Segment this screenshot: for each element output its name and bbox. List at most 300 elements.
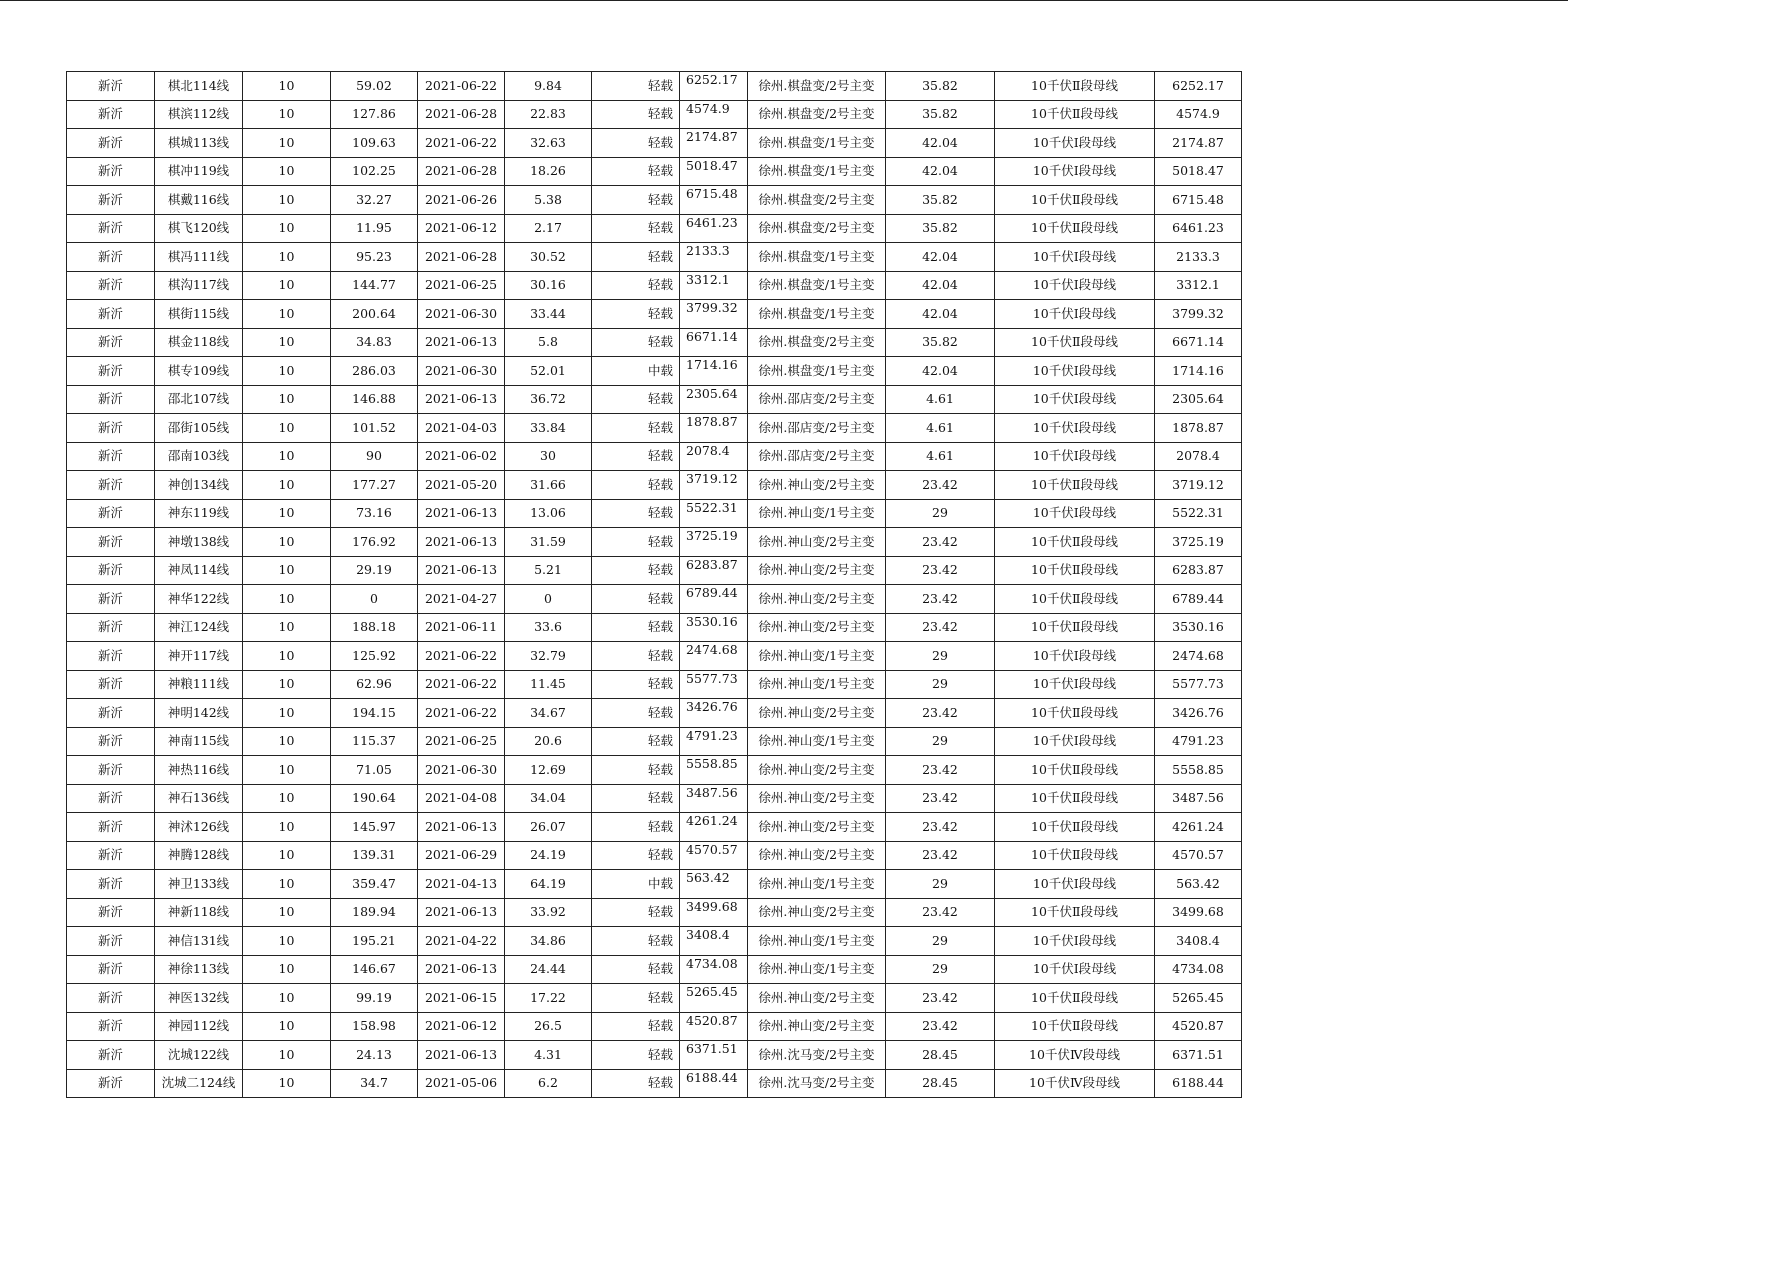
- table-row: [67, 585, 1242, 614]
- date-cell: 2021-06-13: [418, 385, 505, 414]
- voltage-cell: 10: [243, 1041, 331, 1070]
- load-status-cell: 轻载: [592, 385, 680, 414]
- district-cell: 新沂: [67, 898, 155, 927]
- transformer-label: 徐州.神山变/2号主变: [758, 847, 875, 863]
- transformer-load-cell: 23.42: [886, 556, 995, 585]
- transformer-load-cell: 42.04: [886, 357, 995, 386]
- remaining-capacity-cell: 6371.51: [1155, 1041, 1242, 1070]
- current-cell: 359.47: [331, 870, 418, 899]
- transformer-cell: [748, 471, 886, 500]
- current-cell: 90: [331, 442, 418, 471]
- load-status-cell: 轻载: [592, 243, 680, 272]
- transformer-cell: [748, 186, 886, 215]
- feeder-name-cell: 棋北114线: [155, 72, 243, 101]
- feeder-name-cell: 神石136线: [155, 784, 243, 813]
- load-rate-cell: 2.17: [505, 214, 592, 243]
- feeder-name-cell: 神沭126线: [155, 813, 243, 842]
- available-capacity-cell: 2133.3: [680, 243, 748, 272]
- remaining-capacity-cell: 3725.19: [1155, 528, 1242, 557]
- current-cell: 144.77: [331, 271, 418, 300]
- remaining-capacity-cell: 4261.24: [1155, 813, 1242, 842]
- transformer-load-cell: 42.04: [886, 271, 995, 300]
- district-cell: 新沂: [67, 471, 155, 500]
- load-rate-cell: 32.63: [505, 129, 592, 158]
- load-rate-cell: 31.66: [505, 471, 592, 500]
- voltage-cell: 10: [243, 328, 331, 357]
- transformer-cell: [748, 214, 886, 243]
- transformer-cell: [748, 72, 886, 101]
- transformer-load-cell: 42.04: [886, 157, 995, 186]
- table-row: [67, 699, 1242, 728]
- current-cell: 59.02: [331, 72, 418, 101]
- busbar-cell: 10千伏Ⅰ段母线: [995, 670, 1155, 699]
- transformer-cell: [748, 585, 886, 614]
- load-status-cell: 轻载: [592, 813, 680, 842]
- remaining-capacity-cell: 3487.56: [1155, 784, 1242, 813]
- date-cell: 2021-06-13: [418, 556, 505, 585]
- current-cell: 176.92: [331, 528, 418, 557]
- transformer-cell: [748, 385, 886, 414]
- current-cell: 188.18: [331, 613, 418, 642]
- date-cell: 2021-04-22: [418, 927, 505, 956]
- transformer-load-cell: 4.61: [886, 414, 995, 443]
- load-status-cell: 中载: [592, 357, 680, 386]
- transformer-cell: [748, 613, 886, 642]
- busbar-cell: 10千伏Ⅰ段母线: [995, 243, 1155, 272]
- remaining-capacity-cell: 3426.76: [1155, 699, 1242, 728]
- transformer-cell: [748, 357, 886, 386]
- district-cell: 新沂: [67, 984, 155, 1013]
- transformer-label: 徐州.棋盘变/1号主变: [758, 362, 875, 378]
- remaining-capacity-cell: 6715.48: [1155, 186, 1242, 215]
- date-cell: 2021-05-06: [418, 1069, 505, 1098]
- load-rate-cell: 34.86: [505, 927, 592, 956]
- load-status-cell: 轻载: [592, 699, 680, 728]
- feeder-name-cell: 神腾128线: [155, 841, 243, 870]
- available-capacity-cell: 4574.9: [680, 100, 748, 129]
- transformer-load-cell: 23.42: [886, 984, 995, 1013]
- voltage-cell: 10: [243, 243, 331, 272]
- load-status-cell: 轻载: [592, 955, 680, 984]
- table-row: [67, 1041, 1242, 1070]
- busbar-cell: 10千伏Ⅱ段母线: [995, 585, 1155, 614]
- available-capacity-cell: 6283.87: [680, 556, 748, 585]
- voltage-cell: 10: [243, 870, 331, 899]
- load-status-cell: 中载: [592, 870, 680, 899]
- feeder-name-cell: 神江124线: [155, 613, 243, 642]
- current-cell: 101.52: [331, 414, 418, 443]
- remaining-capacity-cell: 3799.32: [1155, 300, 1242, 329]
- load-rate-cell: 52.01: [505, 357, 592, 386]
- load-rate-cell: 33.44: [505, 300, 592, 329]
- transformer-load-cell: 35.82: [886, 72, 995, 101]
- load-rate-cell: 24.19: [505, 841, 592, 870]
- load-rate-cell: 5.38: [505, 186, 592, 215]
- current-cell: 286.03: [331, 357, 418, 386]
- table-row: [67, 157, 1242, 186]
- table-row: [67, 129, 1242, 158]
- voltage-cell: 10: [243, 984, 331, 1013]
- available-capacity-cell: 3408.4: [680, 927, 748, 956]
- load-rate-cell: 26.5: [505, 1012, 592, 1041]
- busbar-cell: 10千伏Ⅰ段母线: [995, 442, 1155, 471]
- table-row: [67, 927, 1242, 956]
- feeder-name-cell: 棋飞120线: [155, 214, 243, 243]
- transformer-load-cell: 23.42: [886, 471, 995, 500]
- transformer-label: 徐州.神山变/2号主变: [758, 1018, 875, 1034]
- current-cell: 190.64: [331, 784, 418, 813]
- busbar-cell: 10千伏Ⅰ段母线: [995, 870, 1155, 899]
- transformer-cell: [748, 642, 886, 671]
- district-cell: 新沂: [67, 1012, 155, 1041]
- date-cell: 2021-05-20: [418, 471, 505, 500]
- voltage-cell: 10: [243, 955, 331, 984]
- current-cell: 102.25: [331, 157, 418, 186]
- available-capacity-cell: 5265.45: [680, 984, 748, 1013]
- table-row: [67, 414, 1242, 443]
- voltage-cell: 10: [243, 898, 331, 927]
- district-cell: 新沂: [67, 613, 155, 642]
- transformer-cell: [748, 1012, 886, 1041]
- remaining-capacity-cell: 5265.45: [1155, 984, 1242, 1013]
- load-status-cell: 轻载: [592, 1041, 680, 1070]
- busbar-cell: 10千伏Ⅰ段母线: [995, 357, 1155, 386]
- busbar-cell: 10千伏Ⅱ段母线: [995, 813, 1155, 842]
- date-cell: 2021-06-13: [418, 955, 505, 984]
- current-cell: 200.64: [331, 300, 418, 329]
- current-cell: 125.92: [331, 642, 418, 671]
- transformer-cell: [748, 727, 886, 756]
- table-row: [67, 670, 1242, 699]
- transformer-load-cell: 23.42: [886, 841, 995, 870]
- voltage-cell: 10: [243, 157, 331, 186]
- current-cell: 115.37: [331, 727, 418, 756]
- remaining-capacity-cell: 1878.87: [1155, 414, 1242, 443]
- date-cell: 2021-06-12: [418, 214, 505, 243]
- remaining-capacity-cell: 4574.9: [1155, 100, 1242, 129]
- transformer-cell: [748, 898, 886, 927]
- remaining-capacity-cell: 5018.47: [1155, 157, 1242, 186]
- busbar-cell: 10千伏Ⅰ段母线: [995, 955, 1155, 984]
- current-cell: 99.19: [331, 984, 418, 1013]
- transformer-load-cell: 29: [886, 870, 995, 899]
- current-cell: 146.67: [331, 955, 418, 984]
- current-cell: 195.21: [331, 927, 418, 956]
- transformer-label: 徐州.神山变/2号主变: [758, 904, 875, 920]
- current-cell: 189.94: [331, 898, 418, 927]
- transformer-load-cell: 23.42: [886, 699, 995, 728]
- feeder-name-cell: 神凤114线: [155, 556, 243, 585]
- date-cell: 2021-06-15: [418, 984, 505, 1013]
- busbar-cell: 10千伏Ⅱ段母线: [995, 699, 1155, 728]
- available-capacity-cell: 5577.73: [680, 670, 748, 699]
- date-cell: 2021-06-11: [418, 613, 505, 642]
- date-cell: 2021-06-30: [418, 357, 505, 386]
- district-cell: 新沂: [67, 784, 155, 813]
- load-rate-cell: 64.19: [505, 870, 592, 899]
- voltage-cell: 10: [243, 414, 331, 443]
- district-cell: 新沂: [67, 556, 155, 585]
- feeder-name-cell: 棋戴116线: [155, 186, 243, 215]
- load-status-cell: 轻载: [592, 727, 680, 756]
- load-status-cell: 轻载: [592, 1012, 680, 1041]
- feeder-name-cell: 神东119线: [155, 499, 243, 528]
- available-capacity-cell: 6188.44: [680, 1069, 748, 1098]
- table-row: [67, 1012, 1242, 1041]
- available-capacity-cell: 3719.12: [680, 471, 748, 500]
- remaining-capacity-cell: 2174.87: [1155, 129, 1242, 158]
- busbar-cell: 10千伏Ⅱ段母线: [995, 756, 1155, 785]
- transformer-cell: [748, 955, 886, 984]
- date-cell: 2021-06-28: [418, 157, 505, 186]
- busbar-cell: 10千伏Ⅱ段母线: [995, 186, 1155, 215]
- load-rate-cell: 33.84: [505, 414, 592, 443]
- remaining-capacity-cell: 3408.4: [1155, 927, 1242, 956]
- date-cell: 2021-06-13: [418, 328, 505, 357]
- table-row: [67, 613, 1242, 642]
- transformer-label: 徐州.神山变/2号主变: [758, 761, 875, 777]
- load-status-cell: 轻载: [592, 556, 680, 585]
- transformer-cell: [748, 157, 886, 186]
- transformer-cell: [748, 300, 886, 329]
- available-capacity-cell: 2305.64: [680, 385, 748, 414]
- transformer-load-cell: 23.42: [886, 613, 995, 642]
- feeder-name-cell: 神新118线: [155, 898, 243, 927]
- voltage-cell: 10: [243, 727, 331, 756]
- voltage-cell: 10: [243, 186, 331, 215]
- load-rate-cell: 33.6: [505, 613, 592, 642]
- transformer-load-cell: 35.82: [886, 214, 995, 243]
- busbar-cell: 10千伏Ⅰ段母线: [995, 642, 1155, 671]
- transformer-label: 徐州.神山变/2号主变: [758, 533, 875, 549]
- table-row: [67, 328, 1242, 357]
- load-status-cell: 轻载: [592, 414, 680, 443]
- current-cell: 146.88: [331, 385, 418, 414]
- date-cell: 2021-06-30: [418, 756, 505, 785]
- transformer-cell: [748, 271, 886, 300]
- load-status-cell: 轻载: [592, 186, 680, 215]
- feeder-name-cell: 神创134线: [155, 471, 243, 500]
- transformer-label: 徐州.神山变/2号主变: [758, 590, 875, 606]
- voltage-cell: 10: [243, 528, 331, 557]
- load-rate-cell: 12.69: [505, 756, 592, 785]
- voltage-cell: 10: [243, 927, 331, 956]
- load-rate-cell: 30.52: [505, 243, 592, 272]
- load-status-cell: 轻载: [592, 898, 680, 927]
- available-capacity-cell: 3426.76: [680, 699, 748, 728]
- voltage-cell: 10: [243, 556, 331, 585]
- district-cell: 新沂: [67, 670, 155, 699]
- busbar-cell: 10千伏Ⅰ段母线: [995, 927, 1155, 956]
- load-rate-cell: 34.04: [505, 784, 592, 813]
- busbar-cell: 10千伏Ⅳ段母线: [995, 1041, 1155, 1070]
- table-row: [67, 556, 1242, 585]
- table-row: [67, 214, 1242, 243]
- transformer-load-cell: 42.04: [886, 243, 995, 272]
- remaining-capacity-cell: 4570.57: [1155, 841, 1242, 870]
- voltage-cell: 10: [243, 642, 331, 671]
- busbar-cell: 10千伏Ⅱ段母线: [995, 841, 1155, 870]
- page-top-border: [0, 0, 1568, 1]
- load-status-cell: 轻载: [592, 129, 680, 158]
- table-row: [67, 528, 1242, 557]
- available-capacity-cell: 3530.16: [680, 613, 748, 642]
- busbar-cell: 10千伏Ⅰ段母线: [995, 271, 1155, 300]
- transformer-label: 徐州.神山变/2号主变: [758, 818, 875, 834]
- load-status-cell: 轻载: [592, 927, 680, 956]
- date-cell: 2021-04-27: [418, 585, 505, 614]
- remaining-capacity-cell: 3530.16: [1155, 613, 1242, 642]
- remaining-capacity-cell: 6283.87: [1155, 556, 1242, 585]
- transformer-label: 徐州.神山变/2号主变: [758, 704, 875, 720]
- transformer-load-cell: 28.45: [886, 1041, 995, 1070]
- transformer-label: 徐州.神山变/1号主变: [758, 647, 875, 663]
- voltage-cell: 10: [243, 499, 331, 528]
- transformer-load-cell: 29: [886, 955, 995, 984]
- date-cell: 2021-06-28: [418, 243, 505, 272]
- current-cell: 0: [331, 585, 418, 614]
- date-cell: 2021-06-13: [418, 813, 505, 842]
- transformer-load-cell: 29: [886, 727, 995, 756]
- transformer-cell: [748, 870, 886, 899]
- table-row: [67, 357, 1242, 386]
- load-rate-cell: 34.67: [505, 699, 592, 728]
- transformer-cell: [748, 841, 886, 870]
- district-cell: 新沂: [67, 585, 155, 614]
- district-cell: 新沂: [67, 756, 155, 785]
- table-row: [67, 271, 1242, 300]
- busbar-cell: 10千伏Ⅱ段母线: [995, 1012, 1155, 1041]
- remaining-capacity-cell: 5558.85: [1155, 756, 1242, 785]
- load-rate-cell: 9.84: [505, 72, 592, 101]
- transformer-load-cell: 23.42: [886, 784, 995, 813]
- date-cell: 2021-06-26: [418, 186, 505, 215]
- load-rate-cell: 0: [505, 585, 592, 614]
- available-capacity-cell: 5558.85: [680, 756, 748, 785]
- current-cell: 139.31: [331, 841, 418, 870]
- district-cell: 新沂: [67, 385, 155, 414]
- transformer-label: 徐州.棋盘变/2号主变: [758, 334, 875, 350]
- load-status-cell: 轻载: [592, 613, 680, 642]
- table-row: [67, 72, 1242, 101]
- date-cell: 2021-06-22: [418, 699, 505, 728]
- transformer-load-cell: 35.82: [886, 100, 995, 129]
- district-cell: 新沂: [67, 442, 155, 471]
- available-capacity-cell: 2474.68: [680, 642, 748, 671]
- load-status-cell: 轻载: [592, 300, 680, 329]
- transformer-load-cell: 42.04: [886, 129, 995, 158]
- feeder-name-cell: 神开117线: [155, 642, 243, 671]
- date-cell: 2021-04-03: [418, 414, 505, 443]
- table-row: [67, 984, 1242, 1013]
- available-capacity-cell: 1878.87: [680, 414, 748, 443]
- transformer-label: 徐州.棋盘变/1号主变: [758, 305, 875, 321]
- remaining-capacity-cell: 2305.64: [1155, 385, 1242, 414]
- current-cell: 71.05: [331, 756, 418, 785]
- feeder-name-cell: 神墩138线: [155, 528, 243, 557]
- voltage-cell: 10: [243, 442, 331, 471]
- transformer-label: 徐州.棋盘变/1号主变: [758, 163, 875, 179]
- busbar-cell: 10千伏Ⅱ段母线: [995, 100, 1155, 129]
- load-rate-cell: 22.83: [505, 100, 592, 129]
- date-cell: 2021-06-13: [418, 499, 505, 528]
- district-cell: 新沂: [67, 100, 155, 129]
- remaining-capacity-cell: 4520.87: [1155, 1012, 1242, 1041]
- transformer-label: 徐州.沈马变/2号主变: [758, 1075, 875, 1091]
- available-capacity-cell: 4734.08: [680, 955, 748, 984]
- feeder-name-cell: 棋冲119线: [155, 157, 243, 186]
- date-cell: 2021-06-13: [418, 1041, 505, 1070]
- table-row: [67, 756, 1242, 785]
- voltage-cell: 10: [243, 613, 331, 642]
- date-cell: 2021-06-25: [418, 727, 505, 756]
- feeder-name-cell: 神南115线: [155, 727, 243, 756]
- busbar-cell: 10千伏Ⅱ段母线: [995, 613, 1155, 642]
- district-cell: 新沂: [67, 955, 155, 984]
- busbar-cell: 10千伏Ⅰ段母线: [995, 385, 1155, 414]
- load-status-cell: 轻载: [592, 100, 680, 129]
- current-cell: 11.95: [331, 214, 418, 243]
- date-cell: 2021-06-13: [418, 898, 505, 927]
- load-rate-cell: 33.92: [505, 898, 592, 927]
- table-row: [67, 727, 1242, 756]
- transformer-cell: [748, 984, 886, 1013]
- busbar-cell: 10千伏Ⅰ段母线: [995, 300, 1155, 329]
- district-cell: 新沂: [67, 129, 155, 158]
- district-cell: 新沂: [67, 328, 155, 357]
- busbar-cell: 10千伏Ⅰ段母线: [995, 157, 1155, 186]
- load-rate-cell: 5.8: [505, 328, 592, 357]
- table-row: [67, 813, 1242, 842]
- available-capacity-cell: 6371.51: [680, 1041, 748, 1070]
- transformer-label: 徐州.邵店变/2号主变: [758, 419, 875, 435]
- transformer-load-cell: 29: [886, 670, 995, 699]
- available-capacity-cell: 6671.14: [680, 328, 748, 357]
- available-capacity-cell: 1714.16: [680, 357, 748, 386]
- load-status-cell: 轻载: [592, 442, 680, 471]
- load-rate-cell: 5.21: [505, 556, 592, 585]
- transformer-cell: [748, 414, 886, 443]
- load-status-cell: 轻载: [592, 72, 680, 101]
- load-rate-cell: 31.59: [505, 528, 592, 557]
- load-status-cell: 轻载: [592, 157, 680, 186]
- transformer-label: 徐州.神山变/1号主变: [758, 505, 875, 521]
- voltage-cell: 10: [243, 471, 331, 500]
- busbar-cell: 10千伏Ⅰ段母线: [995, 499, 1155, 528]
- available-capacity-cell: 6252.17: [680, 72, 748, 101]
- district-cell: 新沂: [67, 870, 155, 899]
- busbar-cell: 10千伏Ⅱ段母线: [995, 784, 1155, 813]
- transformer-label: 徐州.邵店变/2号主变: [758, 391, 875, 407]
- table-row: [67, 385, 1242, 414]
- load-status-cell: 轻载: [592, 328, 680, 357]
- load-status-cell: 轻载: [592, 528, 680, 557]
- table-row: [67, 100, 1242, 129]
- date-cell: 2021-06-30: [418, 300, 505, 329]
- date-cell: 2021-06-02: [418, 442, 505, 471]
- transformer-cell: [748, 243, 886, 272]
- current-cell: 127.86: [331, 100, 418, 129]
- transformer-cell: [748, 670, 886, 699]
- transformer-label: 徐州.神山变/1号主变: [758, 676, 875, 692]
- table-row: [67, 471, 1242, 500]
- voltage-cell: 10: [243, 699, 331, 728]
- transformer-load-cell: 23.42: [886, 528, 995, 557]
- district-cell: 新沂: [67, 813, 155, 842]
- feeder-name-cell: 神明142线: [155, 699, 243, 728]
- transformer-load-cell: 4.61: [886, 385, 995, 414]
- feeder-name-cell: 邵街105线: [155, 414, 243, 443]
